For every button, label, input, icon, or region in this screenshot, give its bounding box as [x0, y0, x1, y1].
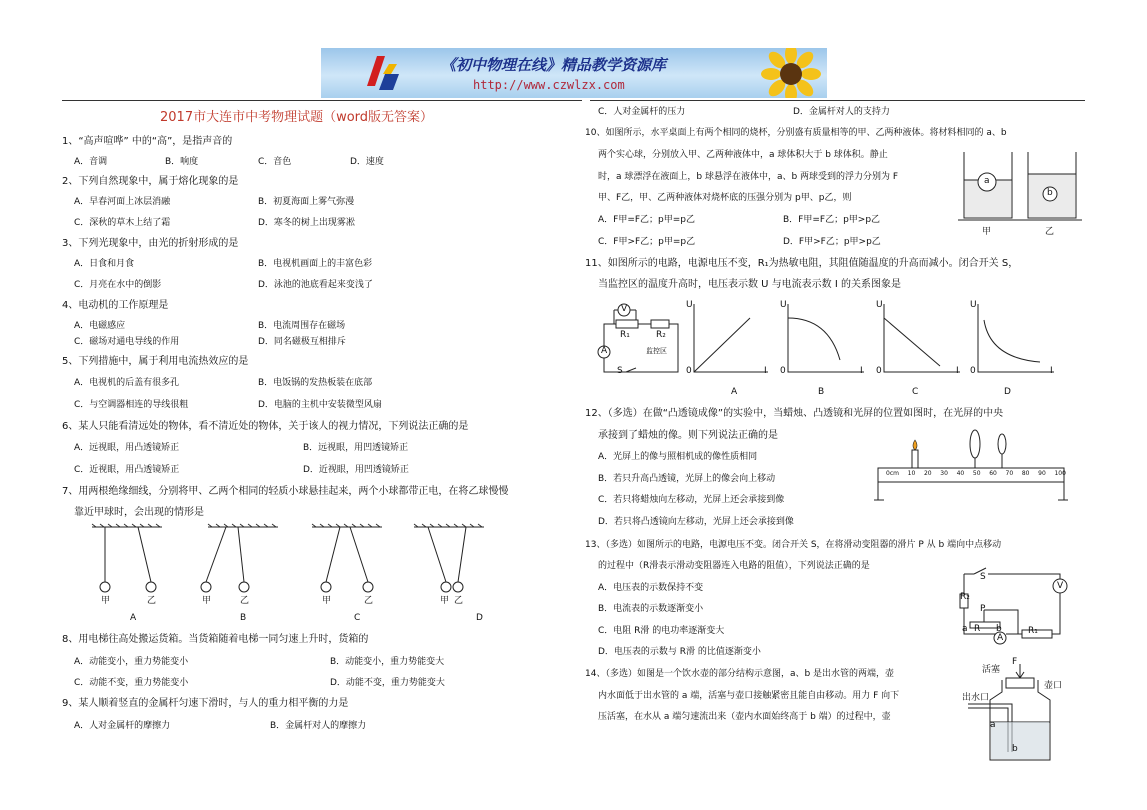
q5-option-c: C．与空调器相连的导线很粗 — [74, 400, 189, 410]
q7-c-ball-label: 乙 — [364, 596, 374, 606]
ruler-tick-label: 40 — [956, 470, 965, 477]
q3-option-b: B．电视机画面上的丰富色彩 — [258, 259, 373, 269]
q12-ruler-labels — [886, 470, 1066, 477]
q11-graph-a-origin: 0 — [686, 366, 692, 376]
ruler-tick-label: 70 — [1005, 470, 1014, 477]
q7-b-ball-label: 乙 — [240, 596, 250, 606]
q11-voltmeter-label: V — [621, 304, 628, 314]
q11-circuit-figure — [596, 300, 688, 380]
q4-option-a: A．电磁感应 — [74, 321, 126, 331]
question-7-line2: 靠近甲球时，会出现的情形是 — [74, 507, 204, 518]
q10-beakers-figure — [958, 148, 1088, 228]
question-6: 6、某人只能看清远处的物体，看不清近处的物体，关于该人的视力情况，下列说法正确的是 — [62, 421, 469, 432]
q11-graph-d-origin: 0 — [970, 366, 976, 376]
q11-monitor-label: 监控区 — [646, 347, 667, 355]
q1-option-c: C．音色 — [258, 157, 292, 167]
question-8: 8、用电梯往高处搬运货箱。当货箱随着电梯一同匀速上升时，货箱的 — [62, 634, 369, 645]
q11-r1-label: R₁ — [620, 330, 630, 340]
logo-icon — [363, 52, 403, 94]
ruler-tick-label: 10 — [907, 470, 916, 477]
q14-piston-label: 活塞 — [982, 665, 1001, 675]
question-11-line2: 当监控区的温度升高时，电压表示数 U 与电流表示数 I 的关系图象是 — [598, 279, 901, 290]
q11-graph-c-origin: 0 — [876, 366, 882, 376]
ruler-tick-label: 90 — [1038, 470, 1046, 477]
ruler-tick-label: 60 — [989, 470, 997, 477]
q10-beaker-label: 乙 — [1045, 227, 1055, 237]
q7-a-ball-label: 甲 — [101, 596, 111, 606]
q9-option-a: A．人对金属杆的摩擦力 — [74, 721, 171, 731]
question-14-line2: 内水面低于出水管的 a 端，活塞与壶口接触紧密且能自由移动。用力 F 向下 — [598, 691, 900, 701]
q7-choice-a: A — [130, 613, 137, 623]
ruler-tick-label: 20 — [923, 470, 932, 477]
q11-graph-b-u: U — [780, 300, 787, 310]
question-1: 1、“高声喧哗” 中的“高”，是指声音的 — [62, 136, 233, 147]
q13-end-a-label: a — [962, 624, 968, 634]
q11-graph-d-i: I — [1050, 366, 1053, 376]
q3-option-a: A．日食和月食 — [74, 259, 135, 269]
question-7-line1: 7、用两根绝缘细线，分别将甲、乙两个相同的轻质小球悬挂起来，两个小球都带正电，在将乙球慢慢 — [62, 486, 509, 497]
q13-slider-label: P — [980, 604, 986, 614]
question-13-line1: 13、（多选）如图所示的电路，电源电压不变。闭合开关 S，在将滑动变阻器的滑片 P 从 b 端向中点移动 — [585, 540, 1002, 550]
q7-d-ball-label: 甲 — [440, 596, 450, 606]
q7-c-ball-label: 甲 — [322, 596, 332, 606]
q12-option-c: C．若只将蜡烛向左移动，光屏上还会承接到像 — [598, 495, 785, 505]
header-banner — [321, 48, 827, 98]
q14-outlet-label: 出水口 — [962, 693, 990, 703]
q5-option-a: A．电视机的后盖有很多孔 — [74, 378, 180, 388]
q11-graph-a-i: I — [764, 366, 767, 376]
ruler-tick-label: 50 — [972, 470, 981, 477]
q13-option-a: A．电压表的示数保持不变 — [598, 583, 704, 593]
q10-ball-b-label: b — [1047, 188, 1053, 198]
q4-option-b: B．电流周围存在磁场 — [258, 321, 346, 331]
q12-option-d: D．若只将凸透镜向左移动，光屏上还会承接到像 — [598, 517, 794, 527]
q13-option-b: B．电流表的示数逐渐变小 — [598, 604, 704, 614]
q1-option-a: A．音调 — [74, 157, 108, 167]
q13-switch-label: S — [980, 572, 986, 582]
q13-circuit-figure — [954, 566, 1074, 652]
q6-option-a: A．远视眼，用凸透镜矫正 — [74, 443, 180, 453]
ruler-tick-label: 80 — [1021, 470, 1030, 477]
q11-choice-a: A — [731, 387, 738, 397]
q13-rheostat-label: R — [974, 624, 981, 634]
q3-option-d: D．泳池的池底看起来变浅了 — [258, 280, 373, 290]
q10-option-b: B．F甲=F乙；p甲>p乙 — [783, 215, 881, 225]
q5-option-b: B．电饭锅的发热板装在底部 — [258, 378, 373, 388]
q11-graph-a-u: U — [686, 300, 693, 310]
q13-option-c: C．电阻 R滑 的电功率逐渐变大 — [598, 626, 725, 636]
question-13-line2: 的过程中（R滑表示滑动变阻器连入电路的阻值），下列说法正确的是 — [598, 561, 870, 571]
q11-graph-c-u: U — [876, 300, 883, 310]
question-4: 4、电动机的工作原理是 — [62, 300, 169, 311]
q9-option-d: D．金属杆对人的支持力 — [793, 107, 890, 117]
q10-option-d: D．F甲>F乙；p甲>p乙 — [783, 237, 881, 247]
q11-graph-b-i: I — [860, 366, 863, 376]
q8-option-b: B．动能变小，重力势能变大 — [330, 657, 445, 667]
q2-option-c: C．深秋的草木上结了霜 — [74, 218, 171, 228]
q11-choice-b: B — [818, 387, 825, 397]
header-rule-right — [590, 100, 1085, 101]
q12-option-b: B．若只升高凸透镜，光屏上的像会向上移动 — [598, 474, 776, 484]
q4-option-c: C．磁场对通电导线的作用 — [74, 337, 180, 347]
q14-force-label: F — [1012, 657, 1018, 667]
q1-option-b: B．响度 — [165, 157, 199, 167]
q11-graph-d-u: U — [970, 300, 977, 310]
q14-end-b-label: b — [1012, 744, 1018, 754]
q12-option-a: A．光屏上的像与照相机成的像性质相同 — [598, 452, 758, 462]
q1-option-d: D．速度 — [350, 157, 384, 167]
q9-option-c: C．人对金属杆的压力 — [598, 107, 686, 117]
question-14-line3: 压活塞，在水从 a 端匀速流出来（壶内水面始终高于 b 端）的过程中，壶 — [598, 712, 891, 722]
q13-voltmeter-label: V — [1057, 581, 1064, 591]
q7-choice-c: C — [354, 613, 361, 623]
q2-option-b: B．初夏海面上雾气弥漫 — [258, 197, 355, 207]
q3-option-c: C．月亮在水中的倒影 — [74, 280, 162, 290]
q6-option-c: C．近视眼，用凸透镜矫正 — [74, 465, 180, 475]
q13-r2-label: R₂ — [960, 592, 970, 602]
ruler-tick-label: 100 — [1054, 470, 1066, 477]
q7-d-ball-label: 乙 — [454, 596, 464, 606]
q2-option-d: D．寒冬的树上出现雾凇 — [258, 218, 355, 228]
ruler-tick-label: 0cm — [886, 470, 899, 477]
q11-graph-b-origin: 0 — [780, 366, 786, 376]
q10-beaker-label: 甲 — [982, 227, 992, 237]
question-2: 2、下列自然现象中，属于熔化现象的是 — [62, 176, 239, 187]
q10-option-a: A．F甲=F乙；p甲=p乙 — [598, 215, 696, 225]
question-10-line2: 两个实心球，分别放入甲、乙两种液体中，a 球体积大于 b 球体积。静止 — [598, 150, 888, 160]
q14-spout-label: 壶口 — [1044, 681, 1063, 691]
q13-r1-label: R₁ — [1028, 626, 1038, 636]
q13-option-d: D．电压表的示数与 R滑 的比值逐渐变小 — [598, 647, 761, 657]
q11-graph-c-i: I — [956, 366, 959, 376]
question-5: 5、下列措施中，属于利用电流热效应的是 — [62, 356, 249, 367]
q7-b-ball-label: 甲 — [202, 596, 212, 606]
question-14-line1: 14、（多选）如图是一个饮水壶的部分结构示意图，a、b 是出水管的两端，壶 — [585, 669, 895, 679]
ruler-tick-label: 30 — [940, 470, 948, 477]
q8-option-c: C．动能不变，重力势能变小 — [74, 678, 189, 688]
question-11-line1: 11、如图所示的电路，电源电压不变，R₁为热敏电阻，其阻值随温度的升高而减小。闭合开关 S， — [585, 258, 1019, 269]
question-9: 9、某人顺着竖直的金属杆匀速下滑时，与人的重力相平衡的力是 — [62, 698, 349, 709]
q6-option-b: B．远视眼，用凹透镜矫正 — [303, 443, 409, 453]
q11-switch-label: S — [617, 366, 623, 376]
q12-optical-bench-figure — [874, 428, 1070, 504]
banner-title: 《初中物理在线》精品教学资源库 — [441, 56, 667, 74]
q5-option-d: D．电脑的主机中安装微型风扇 — [258, 400, 382, 410]
q2-option-a: A．早春河面上冰层消融 — [74, 197, 171, 207]
sunflower-icon — [761, 48, 821, 98]
q7-a-ball-label: 乙 — [147, 596, 157, 606]
q7-choice-d: D — [476, 613, 483, 623]
question-10-line4: 甲、F乙，甲、乙两种液体对烧杯底的压强分别为 p甲、p乙，则 — [598, 193, 852, 203]
q11-r2-label: R₂ — [656, 330, 666, 340]
q7-choice-b: B — [240, 613, 247, 623]
q9-option-b: B．金属杆对人的摩擦力 — [270, 721, 367, 731]
question-10-line3: 时，a 球漂浮在液面上，b 球悬浮在液体中，a、b 两球受到的浮力分别为 F — [598, 172, 899, 182]
banner-url: http://www.czwlzx.com — [473, 78, 625, 92]
question-3: 3、下列光现象中，由光的折射形成的是 — [62, 238, 239, 249]
header-rule-left — [62, 100, 582, 101]
q14-end-a-label: a — [990, 720, 996, 730]
q10-ball-a-label: a — [984, 176, 990, 186]
q6-option-d: D．近视眼，用凹透镜矫正 — [303, 465, 409, 475]
q13-ammeter-label: A — [997, 633, 1004, 643]
q8-option-d: D．动能不变，重力势能变大 — [330, 678, 445, 688]
q11-choice-d: D — [1004, 387, 1011, 397]
question-12-line1: 12、（多选）在做“凸透镜成像”的实验中，当蜡烛、凸透镜和光屏的位置如图时，在光屏的中央 — [585, 408, 1004, 419]
q11-graphs-figure — [688, 302, 1058, 382]
question-12-line2: 承接到了蜡烛的像。则下列说法正确的是 — [598, 430, 778, 441]
page-title: 2017市大连市中考物理试题（word版无答案） — [160, 110, 434, 125]
q10-option-c: C．F甲>F乙；p甲=p乙 — [598, 237, 696, 247]
q4-option-d: D．同名磁极互相排斥 — [258, 337, 346, 347]
q13-end-b-label: b — [996, 624, 1002, 634]
question-10-line1: 10、如图所示，水平桌面上有两个相同的烧杯，分别盛有质量相等的甲、乙两种液体。将材料相同的 a、b — [585, 128, 1007, 138]
q11-choice-c: C — [912, 387, 919, 397]
q11-ammeter-label: A — [601, 346, 608, 356]
q8-option-a: A．动能变小，重力势能变小 — [74, 657, 189, 667]
